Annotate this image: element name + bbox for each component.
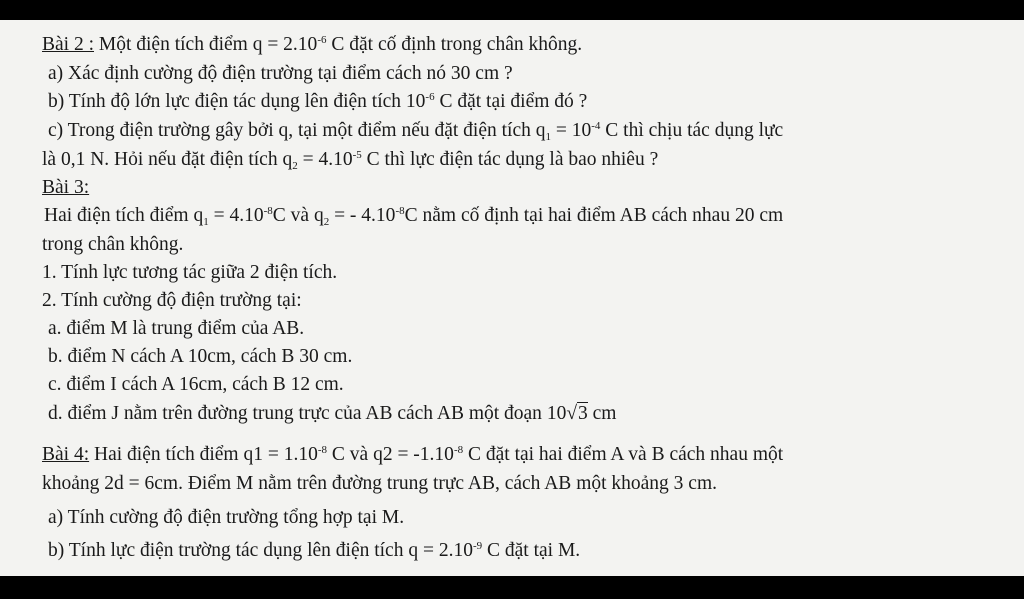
- bai3-line-7: c. điểm I cách A 16cm, cách B 12 cm.: [48, 374, 344, 395]
- bai3-heading: Bài 3:: [42, 177, 90, 198]
- bai2-line-5: là 0,1 N. Hỏi nếu đặt điện tích $q_2 = 4.10^{-5}$ C thì lực điện tác dụng là bao nhiêu ?: [42, 149, 659, 172]
- bottom-black-bar: [0, 576, 1024, 599]
- bai4-line-2: khoảng 2d = 6cm. Điểm M nằm trên đường trung trực AB, cách AB một khoảng 3 cm.: [42, 473, 718, 494]
- bai2-line-3: b) Tính độ lớn lực điện tác dụng lên điện tích $10^{-6}$ C đặt tại điểm đó ?: [48, 91, 588, 112]
- bai4-line-1: Bài 4: Hai điện tích điểm $q1 = 1.10^{-8}$ C và $q2 = -1.10^{-8}$ C đặt tại hai điểm A và B cách nhau một: [42, 444, 784, 465]
- bai3-line-5: a. điểm M là trung điểm của AB.: [48, 318, 305, 339]
- bai3-line-4: 2. Tính cường độ điện trường tại:: [42, 290, 302, 311]
- bai3-line-2: trong chân không.: [42, 234, 184, 255]
- bai4-heading: Bài 4:: [42, 444, 90, 465]
- bai3-line-8: d. điểm J nằm trên đường trung trực của AB cách AB một đoạn 10√3 cm: [48, 401, 616, 427]
- bai4-line-3: a) Tính cường độ điện trường tổng hợp tại M.: [48, 507, 405, 528]
- bai3-line-6: b. điểm N cách A 10cm, cách B 30 cm.: [48, 346, 353, 367]
- bai2-heading: Bài 2 :: [42, 34, 94, 55]
- bai2-line-2: a) Xác định cường độ điện trường tại điểm cách nó 30 cm ?: [48, 63, 513, 84]
- bai2-line-4: c) Trong điện trường gây bởi q, tại một điểm nếu đặt điện tích $q_1 = 10^{-4}$ C thì chịu tác dụng lực: [48, 120, 784, 143]
- bai4-line-4: b) Tính lực điện trường tác dụng lên điện tích $q = 2.10^{-9}$ C đặt tại M.: [48, 540, 581, 561]
- sqrt-symbol: √3: [566, 403, 588, 424]
- bai2-line-1: Bài 2 : Một điện tích điểm $q = 2.10^{-6}$ C đặt cố định trong chân không.: [42, 34, 583, 55]
- bai3-line-3: 1. Tính lực tương tác giữa 2 điện tích.: [42, 262, 338, 283]
- bai3-line-1: Hai điện tích điểm $q_1 = 4.10^{-8}C$ và $q_2$ = - $4.10^{-8}C$ nằm cố định tại hai điểm AB cách nhau 20 cm: [44, 205, 784, 228]
- exercise-sheet: [0, 20, 1024, 576]
